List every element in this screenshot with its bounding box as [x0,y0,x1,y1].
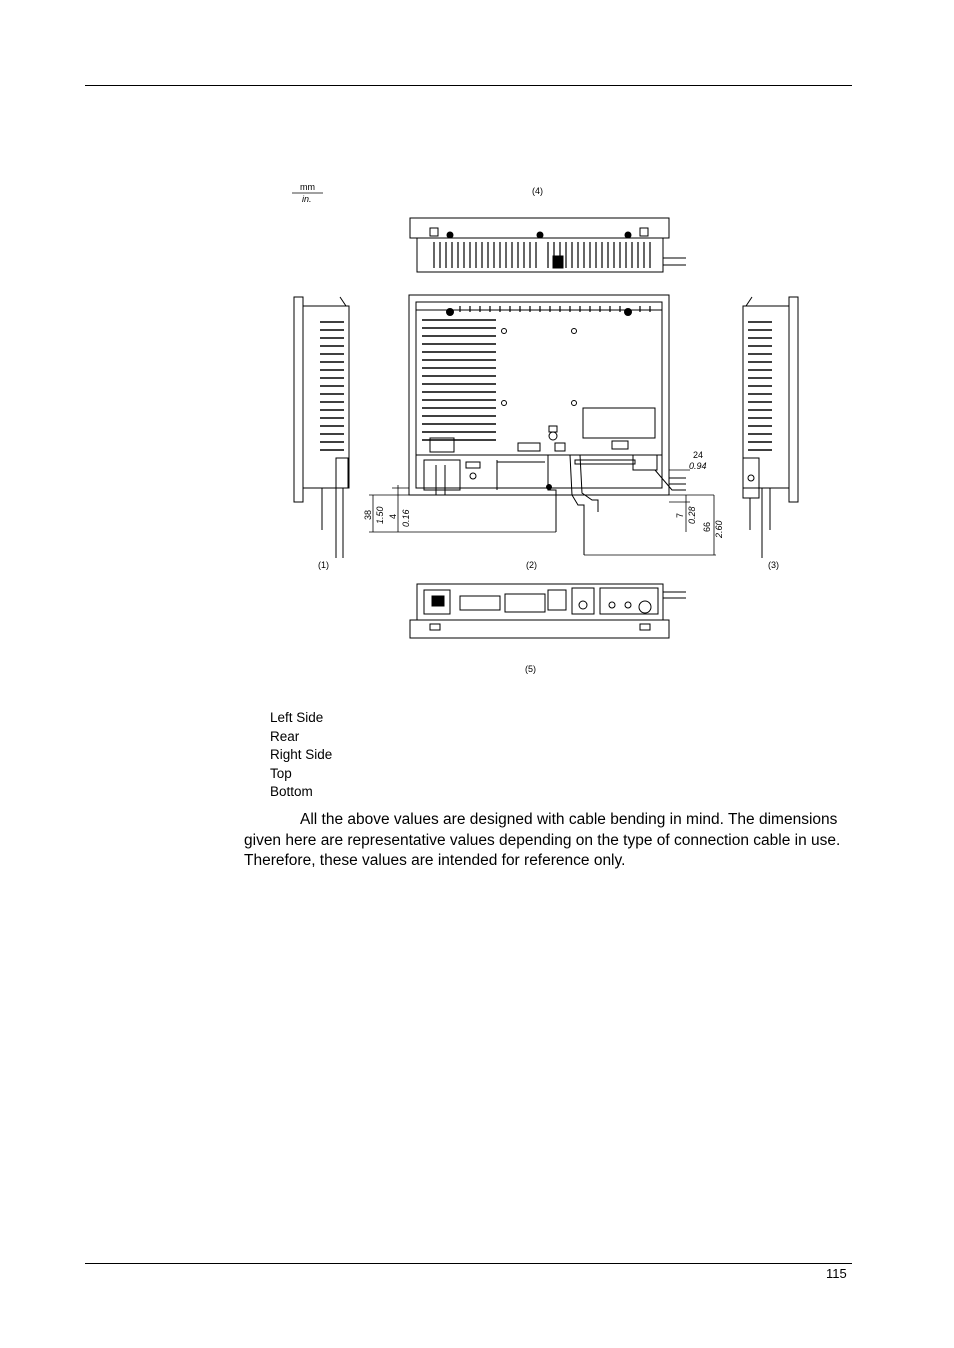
dim-7-in: 0.28 [687,506,697,524]
view-label-bottom: (5) [525,664,536,674]
legend-item-left-side: Left Side [270,710,324,725]
dim-4-in: 0.16 [401,509,411,527]
view-label-rear: (2) [526,560,537,570]
bottom-view [410,584,686,638]
dim-7-mm: 7 [675,512,685,518]
dim-66-mm: 66 [702,521,712,532]
footer-rule [85,1263,852,1264]
top-view [410,218,686,272]
legend-item-top: Top [270,765,292,781]
dimension-lines [369,470,716,555]
legend-item-bottom: Bottom [270,784,313,800]
legend-item-right-side: Right Side [270,747,333,763]
dim-66-in: 2.60 [714,520,724,538]
dim-24-mm: 24 [693,450,704,460]
unit-mm: mm [300,182,315,192]
reference-note [244,810,854,872]
page-number: 115 [826,1266,847,1281]
right-side-view [743,297,798,558]
view-label-left: (1) [318,560,329,570]
dim-38-mm: 38 [363,509,373,520]
view-label-top: (4) [532,186,543,196]
dim-24-in: 0.94 [689,461,707,471]
dim-4-mm: 4 [388,513,398,519]
rear-view [409,295,686,555]
reference-note-text: All the above values are designed with cable bending in mind. The dimensions given here are representative values depending on the type of connection cable in use. Therefore, these values are intended for reference only. [244,811,841,869]
view-legend [270,709,332,802]
left-side-view [294,297,349,558]
legend-item-rear: Rear [270,728,300,744]
view-label-right: (3) [768,560,779,570]
dim-38-in: 1.50 [375,506,385,524]
unit-in: in. [302,194,312,204]
